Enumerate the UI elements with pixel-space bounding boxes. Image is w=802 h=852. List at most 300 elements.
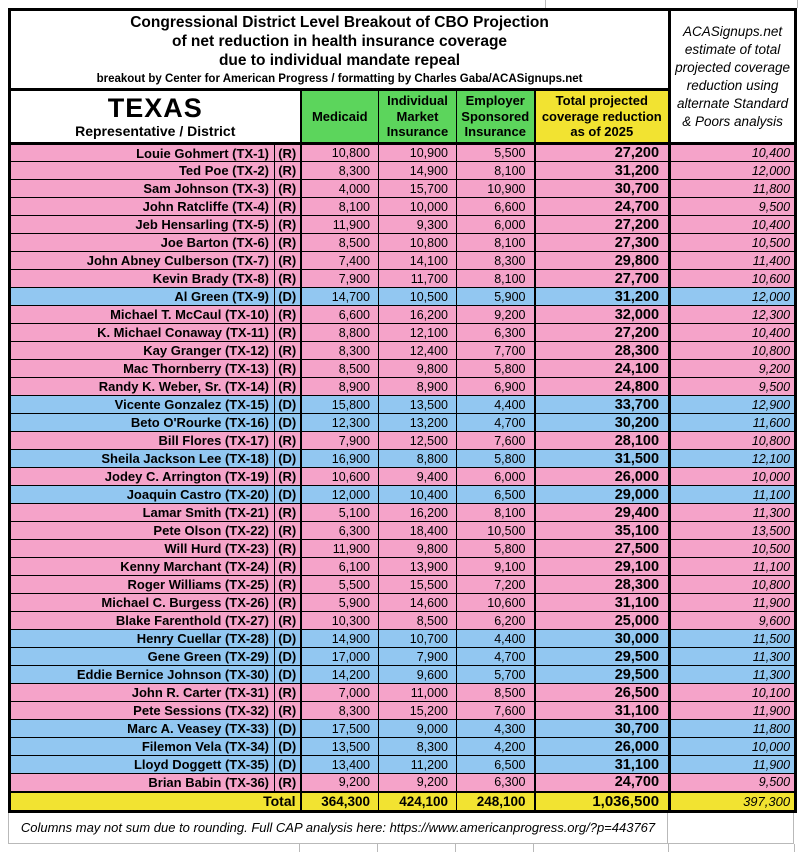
total-projected-cell: 29,000	[535, 486, 670, 504]
rep-name-cell: Mac Thornberry (TX-13)	[10, 360, 275, 378]
total-projected-cell: 31,200	[535, 162, 670, 180]
individual-market-cell: 16,200	[379, 504, 457, 522]
bottom-gridline-strip	[8, 844, 794, 852]
party-cell: (R)	[275, 684, 301, 702]
rep-name-cell: Brian Babin (TX-36)	[10, 774, 275, 792]
medicaid-cell: 10,800	[301, 144, 379, 162]
district-row	[10, 288, 796, 306]
rep-name-cell: Gene Green (TX-29)	[10, 648, 275, 666]
employer-sponsored-cell: 4,200	[457, 738, 535, 756]
alt-estimate-cell: 11,900	[670, 702, 796, 720]
district-row	[10, 558, 796, 576]
rep-name-cell: Randy K. Weber, Sr. (TX-14)	[10, 378, 275, 396]
individual-market-cell: 15,700	[379, 180, 457, 198]
medicaid-cell: 15,800	[301, 396, 379, 414]
party-cell: (D)	[275, 396, 301, 414]
medicaid-cell: 13,500	[301, 738, 379, 756]
medicaid-cell: 10,300	[301, 612, 379, 630]
district-row	[10, 738, 796, 756]
employer-sponsored-cell: 8,100	[457, 234, 535, 252]
employer-sponsored-cell: 8,100	[457, 162, 535, 180]
medicaid-cell: 6,100	[301, 558, 379, 576]
gridline-stub	[299, 844, 300, 852]
total-alt-estimate-cell: 397,300	[670, 792, 796, 812]
alt-estimate-cell: 11,500	[670, 630, 796, 648]
total-projected-cell: 25,000	[535, 612, 670, 630]
medicaid-cell: 9,200	[301, 774, 379, 792]
total-projected-cell: 30,700	[535, 720, 670, 738]
gridline-stub	[797, 0, 798, 8]
individual-market-cell: 9,200	[379, 774, 457, 792]
individual-market-cell: 16,200	[379, 306, 457, 324]
rep-name-cell: Sam Johnson (TX-3)	[10, 180, 275, 198]
party-cell: (R)	[275, 180, 301, 198]
employer-sponsored-cell: 5,500	[457, 144, 535, 162]
total-projected-cell: 32,000	[535, 306, 670, 324]
medicaid-cell: 7,400	[301, 252, 379, 270]
individual-market-cell: 14,900	[379, 162, 457, 180]
employer-sponsored-cell: 5,900	[457, 288, 535, 306]
district-row	[10, 504, 796, 522]
total-projected-cell: 35,100	[535, 522, 670, 540]
medicaid-cell: 8,300	[301, 342, 379, 360]
alt-estimate-cell: 10,800	[670, 432, 796, 450]
district-row	[10, 162, 796, 180]
district-row	[10, 720, 796, 738]
employer-sponsored-cell: 8,300	[457, 252, 535, 270]
party-cell: (R)	[275, 774, 301, 792]
employer-sponsored-cell: 4,700	[457, 648, 535, 666]
district-row	[10, 666, 796, 684]
side-note: ACASignups.net estimate of total projected coverage reduction using alternate Standard & Poors analysis	[670, 10, 796, 144]
district-row	[10, 216, 796, 234]
total-employer-cell: 248,100	[457, 792, 535, 812]
district-row	[10, 576, 796, 594]
rep-name-cell: Ted Poe (TX-2)	[10, 162, 275, 180]
party-cell: (D)	[275, 666, 301, 684]
party-cell: (R)	[275, 306, 301, 324]
individual-market-cell: 7,900	[379, 648, 457, 666]
gridline-stub	[668, 844, 669, 852]
district-rows	[10, 144, 796, 792]
alt-estimate-cell: 11,900	[670, 756, 796, 774]
table-sheet	[8, 8, 794, 852]
employer-sponsored-cell: 10,500	[457, 522, 535, 540]
individual-market-cell: 12,400	[379, 342, 457, 360]
total-projected-cell: 26,000	[535, 738, 670, 756]
cbo-projection-table	[8, 8, 797, 813]
alt-estimate-cell: 9,500	[670, 774, 796, 792]
rep-name-cell: Beto O'Rourke (TX-16)	[10, 414, 275, 432]
total-projected-cell: 31,100	[535, 702, 670, 720]
employer-sponsored-cell: 6,300	[457, 774, 535, 792]
party-cell: (R)	[275, 612, 301, 630]
footer-note: Columns may not sum due to rounding. Full CAP analysis here: https://www.americanprogress.org/?p=443767	[8, 813, 668, 844]
rep-name-cell: Filemon Vela (TX-34)	[10, 738, 275, 756]
district-row	[10, 252, 796, 270]
party-cell: (R)	[275, 252, 301, 270]
individual-market-cell: 10,800	[379, 234, 457, 252]
rep-name-cell: Lloyd Doggett (TX-35)	[10, 756, 275, 774]
district-row	[10, 180, 796, 198]
rep-name-cell: Pete Olson (TX-22)	[10, 522, 275, 540]
party-cell: (R)	[275, 270, 301, 288]
total-projected-cell: 26,000	[535, 468, 670, 486]
rep-name-cell: Lamar Smith (TX-21)	[10, 504, 275, 522]
district-row	[10, 594, 796, 612]
rep-name-cell: Roger Williams (TX-25)	[10, 576, 275, 594]
individual-market-cell: 14,600	[379, 594, 457, 612]
employer-sponsored-cell: 8,500	[457, 684, 535, 702]
employer-sponsored-cell: 8,100	[457, 504, 535, 522]
individual-market-cell: 9,400	[379, 468, 457, 486]
medicaid-cell: 8,300	[301, 702, 379, 720]
rep-name-cell: Eddie Bernice Johnson (TX-30)	[10, 666, 275, 684]
alt-estimate-cell: 13,500	[670, 522, 796, 540]
footer-side-cell	[668, 813, 794, 844]
gridline-stub	[794, 844, 795, 852]
district-row	[10, 612, 796, 630]
alt-estimate-cell: 11,800	[670, 720, 796, 738]
state-subtitle: Representative / District	[75, 123, 236, 139]
rep-name-cell: Michael C. Burgess (TX-26)	[10, 594, 275, 612]
total-projected-cell: 27,300	[535, 234, 670, 252]
alt-estimate-cell: 11,600	[670, 414, 796, 432]
medicaid-cell: 8,300	[301, 162, 379, 180]
footer-area	[8, 813, 794, 844]
total-projected-cell: 1,036,500	[535, 792, 670, 812]
individual-market-cell: 10,700	[379, 630, 457, 648]
employer-sponsored-cell: 9,200	[457, 306, 535, 324]
individual-market-cell: 8,300	[379, 738, 457, 756]
individual-market-cell: 8,500	[379, 612, 457, 630]
rep-name-cell: Vicente Gonzalez (TX-15)	[10, 396, 275, 414]
employer-sponsored-cell: 6,000	[457, 468, 535, 486]
district-row	[10, 306, 796, 324]
medicaid-cell: 14,200	[301, 666, 379, 684]
medicaid-cell: 4,000	[301, 180, 379, 198]
medicaid-cell: 10,600	[301, 468, 379, 486]
district-row	[10, 198, 796, 216]
alt-estimate-cell: 11,300	[670, 648, 796, 666]
party-cell: (D)	[275, 630, 301, 648]
total-projected-cell: 27,200	[535, 216, 670, 234]
rep-name-cell: Louie Gohmert (TX-1)	[10, 144, 275, 162]
employer-sponsored-cell: 6,500	[457, 756, 535, 774]
medicaid-cell: 12,300	[301, 414, 379, 432]
title-line-3: due to individual mandate repeal	[218, 52, 461, 69]
gridline-stub	[377, 844, 378, 852]
alt-estimate-cell: 12,900	[670, 396, 796, 414]
party-cell: (D)	[275, 648, 301, 666]
individual-market-cell: 10,500	[379, 288, 457, 306]
medicaid-cell: 17,000	[301, 648, 379, 666]
district-row	[10, 342, 796, 360]
total-projected-cell: 27,200	[535, 324, 670, 342]
party-cell: (R)	[275, 234, 301, 252]
district-row	[10, 756, 796, 774]
individual-market-cell: 10,900	[379, 144, 457, 162]
rep-name-cell: Bill Flores (TX-17)	[10, 432, 275, 450]
medicaid-cell: 12,000	[301, 486, 379, 504]
state-name: TEXAS	[107, 93, 203, 123]
alt-estimate-cell: 11,800	[670, 180, 796, 198]
alt-estimate-cell: 9,500	[670, 378, 796, 396]
col-header-employer-sponsored: Employer Sponsored Insurance	[457, 90, 535, 144]
total-projected-cell: 31,500	[535, 450, 670, 468]
total-projected-cell: 33,700	[535, 396, 670, 414]
alt-estimate-cell: 9,600	[670, 612, 796, 630]
party-cell: (R)	[275, 378, 301, 396]
employer-sponsored-cell: 7,600	[457, 432, 535, 450]
employer-sponsored-cell: 6,300	[457, 324, 535, 342]
employer-sponsored-cell: 10,600	[457, 594, 535, 612]
individual-market-cell: 11,000	[379, 684, 457, 702]
alt-estimate-cell: 10,000	[670, 738, 796, 756]
individual-market-cell: 10,400	[379, 486, 457, 504]
individual-market-cell: 14,100	[379, 252, 457, 270]
party-cell: (R)	[275, 576, 301, 594]
district-row	[10, 144, 796, 162]
district-row	[10, 522, 796, 540]
employer-sponsored-cell: 5,700	[457, 666, 535, 684]
district-row	[10, 684, 796, 702]
medicaid-cell: 8,100	[301, 198, 379, 216]
title-row	[10, 10, 796, 90]
individual-market-cell: 8,800	[379, 450, 457, 468]
individual-market-cell: 13,900	[379, 558, 457, 576]
employer-sponsored-cell: 6,200	[457, 612, 535, 630]
employer-sponsored-cell: 5,800	[457, 540, 535, 558]
district-row	[10, 540, 796, 558]
employer-sponsored-cell: 6,500	[457, 486, 535, 504]
credit-line: breakout by Center for American Progress / formatting by Charles Gaba/ACASignups.net	[96, 73, 583, 85]
alt-estimate-cell: 10,400	[670, 144, 796, 162]
alt-estimate-cell: 11,100	[670, 558, 796, 576]
alt-estimate-cell: 11,900	[670, 594, 796, 612]
medicaid-cell: 8,800	[301, 324, 379, 342]
medicaid-cell: 5,900	[301, 594, 379, 612]
rep-name-cell: Jodey C. Arrington (TX-19)	[10, 468, 275, 486]
employer-sponsored-cell: 9,100	[457, 558, 535, 576]
employer-sponsored-cell: 6,000	[457, 216, 535, 234]
alt-estimate-cell: 9,500	[670, 198, 796, 216]
total-projected-cell: 24,100	[535, 360, 670, 378]
employer-sponsored-cell: 7,700	[457, 342, 535, 360]
rep-name-cell: Al Green (TX-9)	[10, 288, 275, 306]
total-projected-cell: 27,500	[535, 540, 670, 558]
alt-estimate-cell: 10,800	[670, 576, 796, 594]
col-header-total-projected: Total projected coverage reduction as of 2025	[535, 90, 670, 144]
employer-sponsored-cell: 10,900	[457, 180, 535, 198]
total-row	[10, 792, 796, 812]
party-cell: (D)	[275, 414, 301, 432]
employer-sponsored-cell: 5,800	[457, 360, 535, 378]
medicaid-cell: 5,500	[301, 576, 379, 594]
medicaid-cell: 17,500	[301, 720, 379, 738]
district-row	[10, 774, 796, 792]
employer-sponsored-cell: 5,800	[457, 450, 535, 468]
individual-market-cell: 18,400	[379, 522, 457, 540]
party-cell: (R)	[275, 198, 301, 216]
individual-market-cell: 12,500	[379, 432, 457, 450]
party-cell: (R)	[275, 702, 301, 720]
medicaid-cell: 6,600	[301, 306, 379, 324]
total-individual-market-cell: 424,100	[379, 792, 457, 812]
district-row	[10, 648, 796, 666]
individual-market-cell: 15,200	[379, 702, 457, 720]
alt-estimate-cell: 12,300	[670, 306, 796, 324]
alt-estimate-cell: 11,300	[670, 504, 796, 522]
district-row	[10, 486, 796, 504]
total-projected-cell: 24,700	[535, 774, 670, 792]
party-cell: (R)	[275, 558, 301, 576]
district-row	[10, 396, 796, 414]
medicaid-cell: 14,900	[301, 630, 379, 648]
district-row	[10, 324, 796, 342]
total-projected-cell: 29,100	[535, 558, 670, 576]
medicaid-cell: 16,900	[301, 450, 379, 468]
medicaid-cell: 7,000	[301, 684, 379, 702]
party-cell: (R)	[275, 522, 301, 540]
party-cell: (R)	[275, 504, 301, 522]
alt-estimate-cell: 12,000	[670, 162, 796, 180]
district-row	[10, 378, 796, 396]
rep-name-cell: Kay Granger (TX-12)	[10, 342, 275, 360]
alt-estimate-cell: 10,600	[670, 270, 796, 288]
party-cell: (D)	[275, 738, 301, 756]
alt-estimate-cell: 9,200	[670, 360, 796, 378]
total-projected-cell: 29,500	[535, 666, 670, 684]
alt-estimate-cell: 11,400	[670, 252, 796, 270]
medicaid-cell: 11,900	[301, 216, 379, 234]
alt-estimate-cell: 10,500	[670, 540, 796, 558]
party-cell: (R)	[275, 144, 301, 162]
total-projected-cell: 28,300	[535, 576, 670, 594]
party-cell: (R)	[275, 324, 301, 342]
employer-sponsored-cell: 6,900	[457, 378, 535, 396]
individual-market-cell: 9,300	[379, 216, 457, 234]
district-row	[10, 432, 796, 450]
employer-sponsored-cell: 8,100	[457, 270, 535, 288]
total-projected-cell: 31,200	[535, 288, 670, 306]
individual-market-cell: 15,500	[379, 576, 457, 594]
rep-name-cell: Marc A. Veasey (TX-33)	[10, 720, 275, 738]
gridline-stub	[455, 844, 456, 852]
rep-name-cell: Will Hurd (TX-23)	[10, 540, 275, 558]
employer-sponsored-cell: 4,400	[457, 630, 535, 648]
title-line-2: of net reduction in health insurance coverage	[172, 33, 508, 50]
medicaid-cell: 11,900	[301, 540, 379, 558]
individual-market-cell: 9,600	[379, 666, 457, 684]
individual-market-cell: 12,100	[379, 324, 457, 342]
alt-estimate-cell: 12,000	[670, 288, 796, 306]
total-projected-cell: 31,100	[535, 756, 670, 774]
title-line-1: Congressional District Level Breakout of CBO Projection	[130, 14, 549, 31]
alt-estimate-cell: 10,800	[670, 342, 796, 360]
medicaid-cell: 13,400	[301, 756, 379, 774]
party-cell: (R)	[275, 594, 301, 612]
party-cell: (R)	[275, 468, 301, 486]
medicaid-cell: 5,100	[301, 504, 379, 522]
party-cell: (R)	[275, 432, 301, 450]
gridline-stub	[545, 0, 546, 8]
rep-name-cell: Joaquin Castro (TX-20)	[10, 486, 275, 504]
total-projected-cell: 29,800	[535, 252, 670, 270]
gridline-stub	[533, 844, 534, 852]
total-projected-cell: 27,200	[535, 144, 670, 162]
rep-name-cell: John R. Carter (TX-31)	[10, 684, 275, 702]
employer-sponsored-cell: 4,300	[457, 720, 535, 738]
rep-name-cell: Pete Sessions (TX-32)	[10, 702, 275, 720]
alt-estimate-cell: 11,300	[670, 666, 796, 684]
rep-name-cell: Kevin Brady (TX-8)	[10, 270, 275, 288]
state-header	[10, 90, 301, 144]
total-projected-cell: 28,100	[535, 432, 670, 450]
employer-sponsored-cell: 6,600	[457, 198, 535, 216]
rep-name-cell: Kenny Marchant (TX-24)	[10, 558, 275, 576]
party-cell: (D)	[275, 720, 301, 738]
total-projected-cell: 29,500	[535, 648, 670, 666]
party-cell: (D)	[275, 288, 301, 306]
medicaid-cell: 8,500	[301, 234, 379, 252]
rep-name-cell: Blake Farenthold (TX-27)	[10, 612, 275, 630]
total-projected-cell: 24,700	[535, 198, 670, 216]
rep-name-cell: John Ratcliffe (TX-4)	[10, 198, 275, 216]
rep-name-cell: K. Michael Conaway (TX-11)	[10, 324, 275, 342]
medicaid-cell: 6,300	[301, 522, 379, 540]
total-projected-cell: 27,700	[535, 270, 670, 288]
rep-name-cell: John Abney Culberson (TX-7)	[10, 252, 275, 270]
alt-estimate-cell: 10,500	[670, 234, 796, 252]
alt-estimate-cell: 10,400	[670, 216, 796, 234]
alt-estimate-cell: 10,400	[670, 324, 796, 342]
total-projected-cell: 30,000	[535, 630, 670, 648]
employer-sponsored-cell: 4,700	[457, 414, 535, 432]
title-block	[10, 10, 670, 90]
party-cell: (D)	[275, 450, 301, 468]
total-projected-cell: 29,400	[535, 504, 670, 522]
individual-market-cell: 13,200	[379, 414, 457, 432]
party-cell: (R)	[275, 162, 301, 180]
total-projected-cell: 26,500	[535, 684, 670, 702]
total-projected-cell: 28,300	[535, 342, 670, 360]
rep-name-cell: Joe Barton (TX-6)	[10, 234, 275, 252]
medicaid-cell: 7,900	[301, 432, 379, 450]
total-projected-cell: 24,800	[535, 378, 670, 396]
district-row	[10, 360, 796, 378]
alt-estimate-cell: 10,100	[670, 684, 796, 702]
party-cell: (D)	[275, 756, 301, 774]
district-row	[10, 468, 796, 486]
party-cell: (R)	[275, 216, 301, 234]
individual-market-cell: 9,800	[379, 360, 457, 378]
medicaid-cell: 7,900	[301, 270, 379, 288]
individual-market-cell: 11,700	[379, 270, 457, 288]
alt-estimate-cell: 11,100	[670, 486, 796, 504]
alt-estimate-cell: 10,000	[670, 468, 796, 486]
party-cell: (D)	[275, 486, 301, 504]
individual-market-cell: 9,000	[379, 720, 457, 738]
district-row	[10, 450, 796, 468]
medicaid-cell: 8,900	[301, 378, 379, 396]
party-cell: (R)	[275, 342, 301, 360]
individual-market-cell: 10,000	[379, 198, 457, 216]
rep-name-cell: Henry Cuellar (TX-28)	[10, 630, 275, 648]
col-header-individual-market: Individual Market Insurance	[379, 90, 457, 144]
total-label: Total	[10, 792, 301, 812]
employer-sponsored-cell: 7,200	[457, 576, 535, 594]
